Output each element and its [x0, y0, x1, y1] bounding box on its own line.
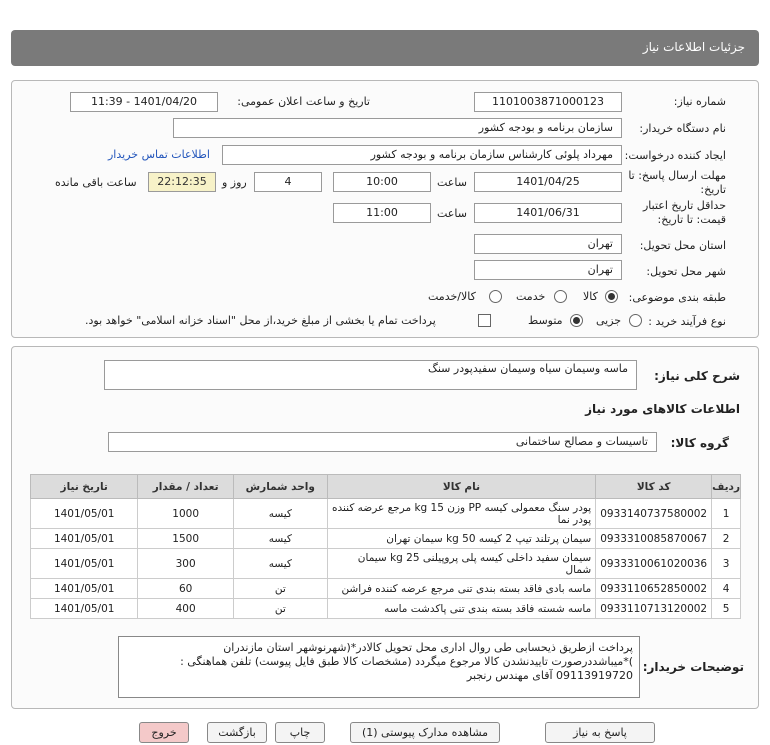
cell-qty: 300	[138, 549, 233, 579]
buyer-notes-box	[118, 636, 640, 698]
requester-field: مهرداد پلوئی کارشناس سازمان برنامه و بودجه کشور	[222, 145, 622, 165]
buyer-notes-label: توضیحات خریدار:	[642, 660, 744, 674]
city-field: تهران	[474, 260, 622, 280]
table-row	[31, 599, 741, 619]
cell-qty: 1500	[138, 529, 233, 549]
treasury-note: پرداخت تمام یا بخشی از مبلغ خرید،از محل "اسناد خزانه اسلامی" خواهد بود.	[85, 314, 436, 327]
cell-row: 5	[712, 599, 741, 619]
print-button[interactable]: چاپ	[275, 722, 325, 743]
buyer-contact-link[interactable]: اطلاعات تماس خریدار	[108, 148, 210, 161]
cell-code: 0933110652850002	[596, 579, 712, 599]
col-date: تاریخ نیاز	[31, 475, 138, 499]
validity-time-label: ساعت	[437, 207, 467, 220]
need-number-label: شماره نیاز:	[673, 95, 726, 108]
col-row: ردیف	[712, 475, 741, 499]
cell-row: 4	[712, 579, 741, 599]
table-row	[31, 579, 741, 599]
buyer-notes-line: 09113919720 آقای مهندس رنجبر	[466, 669, 633, 682]
cell-unit: تن	[233, 599, 327, 619]
back-button[interactable]: بازگشت	[207, 722, 267, 743]
category-both-label: کالا/خدمت	[428, 290, 476, 303]
cell-unit: کیسه	[233, 549, 327, 579]
summary-field: ماسه وسیمان سیاه وسیمان سفیدپودر سنگ	[104, 360, 637, 390]
buyer-notes-line: )*میباشددرصورت تاییدنشدن کالا مرجوع میگردد (مشخصات کالا طبق فایل پیوست) تلفن هماهنگی :	[180, 655, 633, 668]
process-minor-label: جزیی	[596, 314, 622, 327]
col-qty: تعداد / مقدار	[138, 475, 233, 499]
exit-button[interactable]: خروج	[139, 722, 189, 743]
category-goods-label: کالا	[583, 290, 598, 303]
validity-label-2: قیمت: تا تاریخ:	[657, 213, 726, 226]
goods-group-label: گروه کالا:	[670, 436, 729, 450]
city-label: شهر محل تحویل:	[646, 265, 726, 278]
cell-qty: 400	[138, 599, 233, 619]
attachments-button[interactable]: مشاهده مدارک پیوستی (1)	[350, 722, 500, 743]
cell-name: سیمان سفید داخلی کیسه پلی پروپیلنی 25 kg سیمان شمال	[327, 549, 596, 579]
validity-time-field: 11:00	[333, 203, 431, 223]
province-field: تهران	[474, 234, 622, 254]
cell-code: 0933140737580002	[596, 499, 712, 529]
process-medium-radio[interactable]	[570, 314, 583, 327]
cell-row: 1	[712, 499, 741, 529]
buyer-org-field: سازمان برنامه و بودجه کشور	[173, 118, 622, 138]
goods-table	[30, 474, 741, 619]
cell-unit: تن	[233, 579, 327, 599]
days-label: روز و	[222, 176, 247, 189]
table-row	[31, 529, 741, 549]
table-header-row	[31, 475, 741, 499]
col-name: نام کالا	[327, 475, 596, 499]
remaining-time-field: 22:12:35	[148, 172, 216, 192]
validity-date-field: 1401/06/31	[474, 203, 622, 223]
table-row	[31, 549, 741, 579]
deadline-date-field: 1401/04/25	[474, 172, 622, 192]
deadline-label-2: تاریخ:	[700, 183, 726, 196]
category-label: طبقه بندی موضوعی:	[628, 291, 726, 304]
cell-row: 3	[712, 549, 741, 579]
cell-row: 2	[712, 529, 741, 549]
col-unit: واحد شمارش	[233, 475, 327, 499]
process-label: نوع فرآیند خرید :	[648, 315, 726, 328]
cell-unit: کیسه	[233, 499, 327, 529]
need-number-field: 1101003871000123	[474, 92, 622, 112]
cell-date: 1401/05/01	[31, 549, 138, 579]
validity-label: حداقل تاریخ اعتبار	[642, 199, 726, 212]
cell-name: ماسه شسته فاقد بسته بندی تنی پاکدشت ماسه	[327, 599, 596, 619]
cell-code: 0933110713120002	[596, 599, 712, 619]
requester-label: ایجاد کننده درخواست:	[624, 149, 726, 162]
cell-date: 1401/05/01	[31, 529, 138, 549]
category-service-radio[interactable]	[554, 290, 567, 303]
goods-group-field: تاسیسات و مصالح ساختمانی	[108, 432, 657, 452]
cell-date: 1401/05/01	[31, 499, 138, 529]
days-field: 4	[254, 172, 322, 192]
deadline-label: مهلت ارسال پاسخ: تا	[628, 169, 726, 182]
page-header	[11, 30, 759, 66]
remaining-label: ساعت باقی مانده	[55, 176, 137, 189]
process-medium-label: متوسط	[528, 314, 563, 327]
cell-name: پودر سنگ معمولی کیسه PP وزن 15 kg مرجع عرضه کننده پودر نما	[327, 499, 596, 529]
announce-field: 1401/04/20 - 11:39	[70, 92, 218, 112]
announce-label: تاریخ و ساعت اعلان عمومی:	[237, 95, 370, 108]
cell-qty: 60	[138, 579, 233, 599]
cell-unit: کیسه	[233, 529, 327, 549]
cell-code: 0933310061020036	[596, 549, 712, 579]
buyer-org-label: نام دستگاه خریدار:	[639, 122, 726, 135]
cell-qty: 1000	[138, 499, 233, 529]
cell-date: 1401/05/01	[31, 599, 138, 619]
category-goods-radio[interactable]	[605, 290, 618, 303]
category-service-label: خدمت	[516, 290, 546, 303]
col-code: کد کالا	[596, 475, 712, 499]
cell-name: ماسه بادی فاقد بسته بندی تنی مرجع عرضه کننده فراشن	[327, 579, 596, 599]
deadline-time-label: ساعت	[437, 176, 467, 189]
deadline-time-field: 10:00	[333, 172, 431, 192]
goods-info-title: اطلاعات کالاهای مورد نیاز	[585, 402, 740, 416]
category-both-radio[interactable]	[489, 290, 502, 303]
treasury-checkbox[interactable]	[478, 314, 491, 327]
buyer-notes-line: پرداخت ازطریق ذیحسابی طی روال اداری محل تحویل کالادر*(شهرنوشهر استان مازندران	[223, 641, 633, 654]
reply-button[interactable]: پاسخ به نیاز	[545, 722, 655, 743]
cell-name: سیمان پرتلند تیپ 2 کیسه 50 kg سیمان تهران	[327, 529, 596, 549]
cell-code: 0933310085870067	[596, 529, 712, 549]
table-row	[31, 499, 741, 529]
cell-date: 1401/05/01	[31, 579, 138, 599]
process-minor-radio[interactable]	[629, 314, 642, 327]
page-title: جزئیات اطلاعات نیاز	[642, 40, 745, 54]
province-label: استان محل تحویل:	[639, 239, 726, 252]
summary-label: شرح کلی نیاز:	[654, 369, 740, 383]
